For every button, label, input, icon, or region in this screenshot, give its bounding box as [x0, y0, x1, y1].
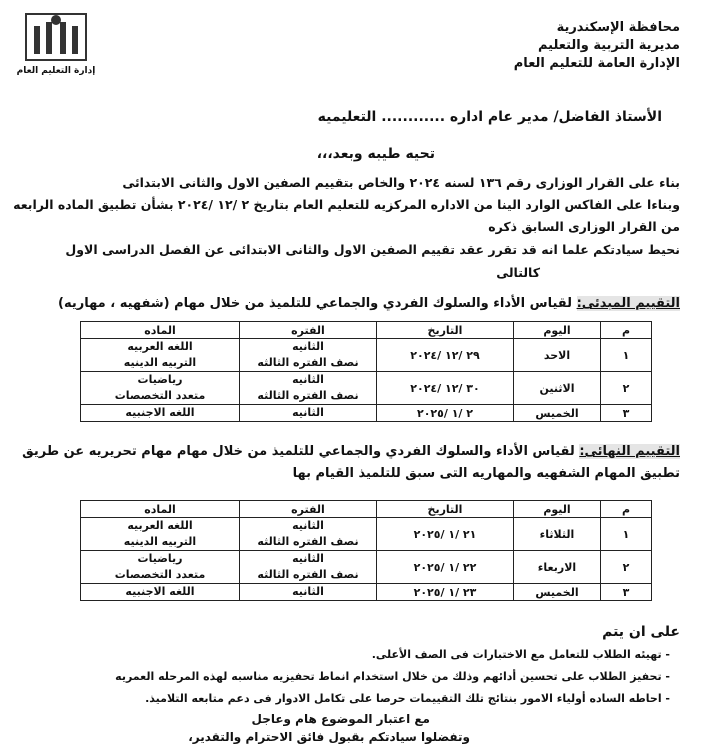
- cell-period-line: الثانيه: [292, 552, 324, 565]
- cell-m: ٢: [601, 551, 652, 584]
- cell-subject-line: اللغه العربيه: [127, 519, 193, 532]
- addressee-line: الأستاذ الفاضل/ مدير عام اداره ............ التعليميه: [317, 109, 662, 125]
- cell-subject: [81, 372, 240, 405]
- table-row: [81, 518, 652, 551]
- list-item: - احاطه الساده أولياء الامور بنتائج تلك التقييمات حرصا على تكامل الادوار فى دعم متابعه التلاميذ.: [145, 692, 670, 705]
- cell-period-line: الثانيه: [292, 406, 324, 419]
- cell-date: ٢٢ /١ /٢٠٢٥: [377, 551, 514, 584]
- cell-subject-line: متعدد التخصصات: [114, 568, 206, 581]
- paragraph-4: نحيط سيادتكم علما انه قد تقرر عقد تقييم الصفين الاول والثانى الابتدائى عن الفصل الدراسى الاول: [65, 242, 680, 257]
- cell-period: [240, 339, 377, 372]
- table-row: [81, 584, 652, 601]
- on-that-heading: على ان يتم: [602, 624, 680, 640]
- cell-date: ٣٠ /١٢ /٢٠٢٤: [377, 372, 514, 405]
- cell-subject-line: التربيه الدينيه: [123, 535, 197, 548]
- cell-period: [240, 372, 377, 405]
- table-row: [81, 405, 652, 422]
- cell-period-line: نصف الفتره الثالثه: [257, 568, 359, 581]
- paragraph-3: من القرار الوزارى السابق ذكره: [488, 219, 680, 234]
- list-item: - تهيئه الطلاب للتعامل مع الاختبارات فى الصف الأعلى.: [372, 648, 670, 661]
- cell-subject-line: اللغه الاجنبيه: [125, 585, 195, 598]
- section-initial-text: لقياس الأداء والسلوك الفردي والجماعي للتلميذ من خلال مهام (شفهيه ، مهاريه): [58, 296, 577, 311]
- cell-m: ١: [601, 518, 652, 551]
- cell-period: [240, 584, 377, 601]
- col-header-period: الفتره: [240, 322, 377, 339]
- cell-date: ٢١ /١ /٢٠٢٥: [377, 518, 514, 551]
- cell-subject-line: اللغه الاجنبيه: [125, 406, 195, 419]
- cell-subject: [81, 518, 240, 551]
- cell-date: ٢٣ /١ /٢٠٢٥: [377, 584, 514, 601]
- closing-line-2: وتفضلوا سيادتكم بقبول فائق الاحترام والتقدير،: [188, 730, 470, 744]
- final-schedule-table: [80, 500, 652, 601]
- cell-m: ٣: [601, 584, 652, 601]
- table-row: [81, 551, 652, 584]
- list-item: - تحفيز الطلاب على تحسين أدائهم وذلك من خلال استخدام انماط تحفيزيه مناسبه لهذه المرحله العمريه: [115, 670, 670, 683]
- header-administration: الإدارة العامة للتعليم العام: [513, 56, 680, 71]
- paragraph-1: بناء على القرار الوزارى رقم ١٣٦ لسنه ٢٠٢٤ والخاص بتقييم الصفين الاول والثانى الابتدائى: [122, 175, 680, 190]
- cell-subject: [81, 584, 240, 601]
- section-final-text: لقياس الأداء والسلوك الفردي والجماعي للتلميذ من خلال مهام مهام تحريريه عن طريق: [22, 444, 580, 459]
- col-header-subject: الماده: [81, 501, 240, 518]
- cell-day: الاحد: [514, 339, 601, 372]
- cell-subject-line: التربيه الدينيه: [123, 356, 197, 369]
- section-final-assessment: [22, 444, 680, 459]
- cell-period: [240, 405, 377, 422]
- logo-emblem-icon: [16, 10, 96, 66]
- ministry-logo: [16, 10, 96, 76]
- cell-day: الاربعاء: [514, 551, 601, 584]
- col-header-date: التاريخ: [377, 501, 514, 518]
- paragraph-5: كالتالى: [496, 265, 540, 280]
- cell-day: الخميس: [514, 405, 601, 422]
- header-directorate: مديرية التربية والتعليم: [537, 38, 680, 53]
- cell-subject-line: رياضيات: [137, 552, 183, 565]
- cell-subject: [81, 339, 240, 372]
- table-header-row: [81, 501, 652, 518]
- col-header-period: الفتره: [240, 501, 377, 518]
- cell-period: [240, 551, 377, 584]
- header-governorate: محافظة الإسكندرية: [556, 20, 680, 35]
- cell-subject: [81, 551, 240, 584]
- col-header-subject: الماده: [81, 322, 240, 339]
- cell-period-line: الثانيه: [292, 519, 324, 532]
- cell-date: ٢ /١ /٢٠٢٥: [377, 405, 514, 422]
- section-final-text-2: تطبيق المهام الشفهيه والمهاريه التى سبق للتلميذ القيام بها: [292, 466, 680, 481]
- cell-period-line: نصف الفتره الثالثه: [257, 356, 359, 369]
- closing-line-1: مع اعتبار الموضوع هام وعاجل: [251, 712, 430, 726]
- table-header-row: [81, 322, 652, 339]
- col-header-date: التاريخ: [377, 322, 514, 339]
- table-row: [81, 339, 652, 372]
- cell-subject-line: رياضيات: [137, 373, 183, 386]
- cell-period: [240, 518, 377, 551]
- cell-m: ٣: [601, 405, 652, 422]
- cell-period-line: نصف الفتره الثالثه: [257, 389, 359, 402]
- col-header-day: اليوم: [514, 322, 601, 339]
- cell-day: الخميس: [514, 584, 601, 601]
- cell-subject-line: اللغه العربيه: [127, 340, 193, 353]
- cell-period-line: نصف الفتره الثالثه: [257, 535, 359, 548]
- cell-date: ٢٩ /١٢ /٢٠٢٤: [377, 339, 514, 372]
- paragraph-2: وبناءا على الفاكس الوارد الينا من الاداره المركزيه للتعليم العام بتاريخ ٢ /١٢ /٢٠٢٤ بشأن تطبيق الماده الرابعه: [13, 197, 680, 212]
- section-final-label: التقييم النهائى:: [579, 444, 680, 459]
- col-header-m: م: [601, 501, 652, 518]
- cell-period-line: الثانيه: [292, 373, 324, 386]
- cell-period-line: الثانيه: [292, 340, 324, 353]
- section-initial-label: التقييم المبدئى:: [576, 296, 680, 311]
- greeting: تحيه طيبه وبعد،،،: [316, 146, 435, 162]
- cell-day: الثلاثاء: [514, 518, 601, 551]
- cell-m: ١: [601, 339, 652, 372]
- section-initial-assessment: [58, 296, 680, 311]
- col-header-day: اليوم: [514, 501, 601, 518]
- cell-m: ٢: [601, 372, 652, 405]
- cell-day: الاثنين: [514, 372, 601, 405]
- logo-text: إدارة التعليم العام: [16, 66, 96, 76]
- col-header-m: م: [601, 322, 652, 339]
- cell-subject: [81, 405, 240, 422]
- cell-period-line: الثانيه: [292, 585, 324, 598]
- cell-subject-line: متعدد التخصصات: [114, 389, 206, 402]
- table-row: [81, 372, 652, 405]
- initial-schedule-table: [80, 321, 652, 422]
